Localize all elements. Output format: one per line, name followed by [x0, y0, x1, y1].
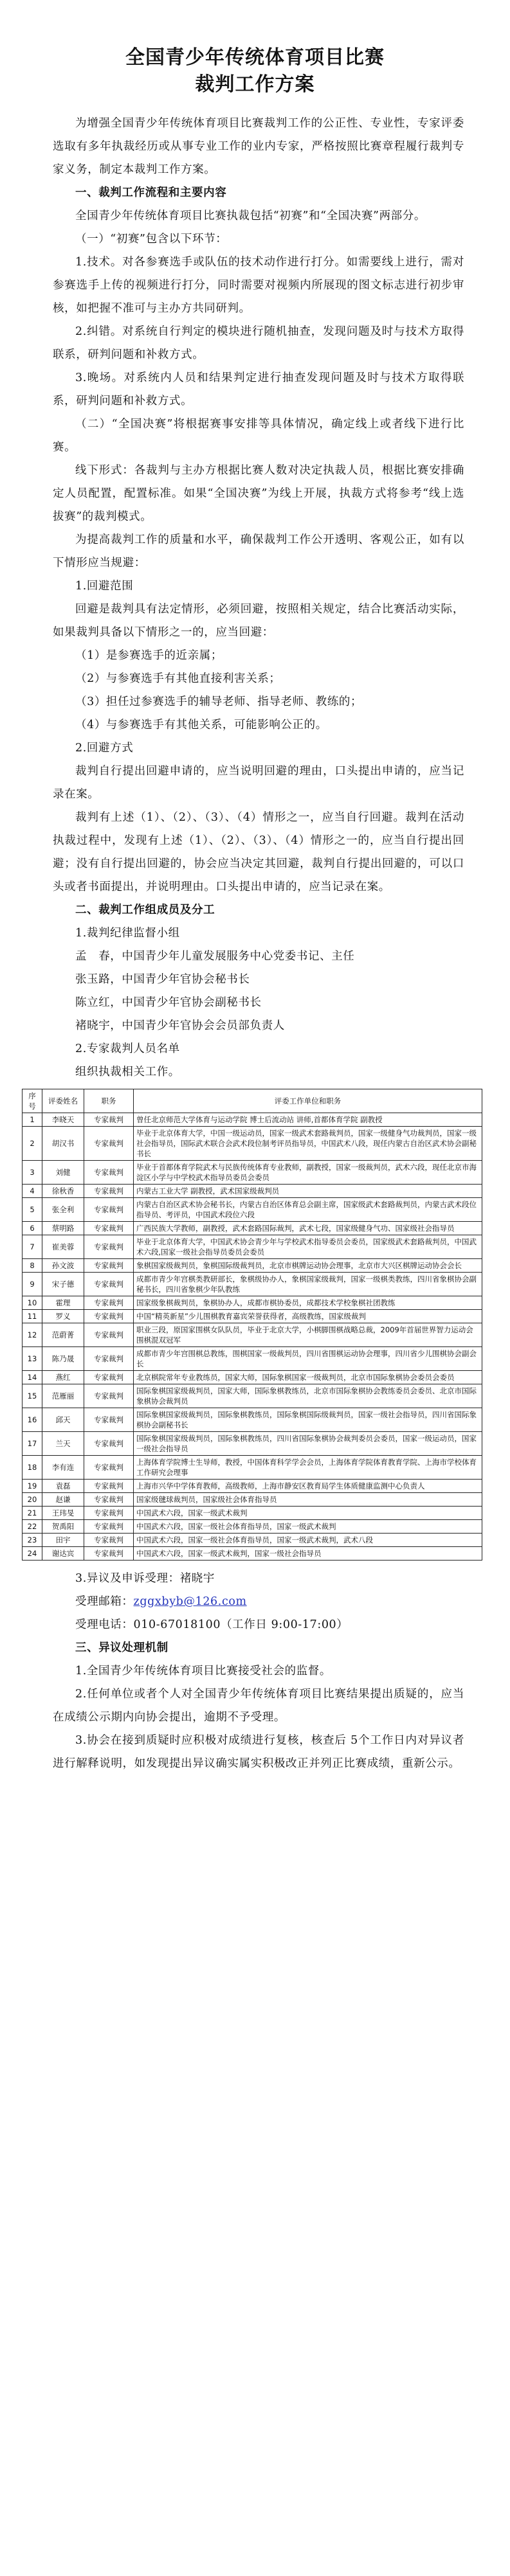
row-role: 专家裁判 [84, 1185, 134, 1198]
row-unit: 成都市青少年宫围棋总教练，围棋国家一级裁判员，四川省围棋运动协会理事，四川省少儿围棋协会副会长 [134, 1347, 482, 1371]
row-number: 5 [23, 1198, 42, 1222]
contact-phone-value: 010-67018100（工作日 9:00-17:00） [133, 1618, 349, 1631]
table-row [23, 1161, 482, 1185]
row-number: 24 [23, 1547, 42, 1561]
row-name: 蔡明路 [42, 1222, 84, 1235]
row-unit: 曾任北京师范大学体育与运动学院 博士后流动站 讲师,首都体育学院 副教授 [134, 1113, 482, 1127]
table-row [23, 1507, 482, 1520]
section1-heading: 一、裁判工作流程和主要内容 [75, 186, 227, 199]
row-role: 专家裁判 [84, 1456, 134, 1480]
table-row [23, 1259, 482, 1273]
row-name: 李晓天 [42, 1113, 84, 1127]
contact-email-label: 受理邮箱： [75, 1595, 134, 1608]
table-row [23, 1185, 482, 1198]
row-unit: 内蒙古自治区武术协会秘书长，内蒙古自治区体育总会副主席，国家级武术套路裁判员，内蒙古武术段位指导员、考评员，中国武术段位六段 [134, 1198, 482, 1222]
row-unit: 内蒙古工业大学 副教授，武术国家级裁判员 [134, 1185, 482, 1198]
row-role: 专家裁判 [84, 1507, 134, 1520]
row-unit: 国际象棋国家级裁判员，国际象棋教练员，国际象棋国际级裁判员，国家一级社会指导员，四川省国际象棋协会副秘书长 [134, 1408, 482, 1432]
table-row [23, 1273, 482, 1296]
table-row [23, 1222, 482, 1235]
section3-item: 1.全国青少年传统体育项目比赛接受社会的监督。 [75, 1665, 331, 1677]
row-unit: 广西民族大学教师，副教授，武术套路国际裁判，武术七段，国家级健身气功、国家级社会指导员 [134, 1222, 482, 1235]
row-name: 霍理 [42, 1296, 84, 1310]
row-name: 邱天 [42, 1408, 84, 1432]
row-name: 燕红 [42, 1371, 84, 1384]
row-name: 胡汉书 [42, 1127, 84, 1161]
row-number: 16 [23, 1408, 42, 1432]
avoid-item: （3）担任过参赛选手的辅导老师、指导老师、教练的； [75, 695, 363, 708]
table-row [23, 1127, 482, 1161]
row-role: 专家裁判 [84, 1534, 134, 1547]
row-name: 宋子德 [42, 1273, 84, 1296]
row-number: 23 [23, 1534, 42, 1547]
row-unit: 中国武术六段，国家一级武术裁判 [134, 1507, 482, 1520]
row-role: 专家裁判 [84, 1371, 134, 1384]
table-row [23, 1371, 482, 1384]
row-name: 赵谦 [42, 1493, 84, 1507]
supervisor-item: 陈立红，中国青少年官协会副秘书长 [75, 996, 262, 1009]
section1-paragraph6: 裁判有上述（1）、（2）、（3）、（4）情形之一，应当自行回避。裁判在活动执裁过程中，发现有上述（1）、（2）、（3）、（4）情形之一的，应当自行提出回避；没有自行提出回避的，协会应当决定其回避，裁判自行提出回避的，可以口头或者书面提出，并说明理由。口头提出申请的，应当记录在案。 [53, 811, 464, 893]
contact-email-line [53, 1590, 464, 1613]
section3-item: 2.任何单位或者个人对全国青少年传统体育项目比赛结果提出质疑的，应当在成绩公示期内向协会提出，逾期不予受理。 [53, 1688, 464, 1724]
row-number: 7 [23, 1235, 42, 1259]
row-name: 孙文波 [42, 1259, 84, 1273]
row-number: 17 [23, 1432, 42, 1456]
referee-table [22, 1089, 482, 1561]
document-title-line2: 裁判工作方案 [195, 73, 315, 96]
row-name: 谢达宾 [42, 1547, 84, 1561]
row-number: 15 [23, 1384, 42, 1408]
row-role: 专家裁判 [84, 1296, 134, 1310]
row-role: 专家裁判 [84, 1408, 134, 1432]
table-row [23, 1432, 482, 1456]
supervisor-item: 张玉路，中国青少年官协会秘书长 [75, 973, 250, 986]
row-name: 徐秋香 [42, 1185, 84, 1198]
supervisor-item: 孟 春，中国青少年儿童发展服务中心党委书记、主任 [75, 950, 355, 963]
row-role: 专家裁判 [84, 1480, 134, 1493]
row-name: 田宇 [42, 1534, 84, 1547]
row-name: 李有连 [42, 1456, 84, 1480]
row-unit: 中国武术六段，国家一级社会体育指导员，国家一级武术裁判 [134, 1520, 482, 1534]
row-unit: 上海市兴华中学体育教师，高级教师，上海市静安区教育局学生体质健康监测中心负责人 [134, 1480, 482, 1493]
row-role: 专家裁判 [84, 1259, 134, 1273]
section2-subheading2: 2.专家裁判人员名单 [75, 1042, 180, 1055]
column-header-role: 职务 [84, 1089, 134, 1113]
column-header-unit: 评委工作单位和职务 [134, 1089, 482, 1113]
section1-paragraph2: 线下形式：各裁判与主办方根据比赛人数对决定执裁人员，根据比赛安排确定人员配置，配置标准。如果“全国决赛”为线上开展，执裁方式将参考“线上选拔赛”的裁判模式。 [53, 464, 464, 523]
section1-item3: 3.晚场。对系统内人员和结果判定进行抽查发现问题及时与技术方取得联系，研判问题和补救方式。 [53, 371, 464, 407]
section3-item: 3.协会在接到质疑时应积极对成绩进行复核，核查后 5个工作日内对异议者进行解释说明，如发现提出异议确实属实积极改正并列正比赛成绩，重新公示。 [53, 1734, 464, 1770]
row-number: 21 [23, 1507, 42, 1520]
row-role: 专家裁判 [84, 1235, 134, 1259]
row-number: 18 [23, 1456, 42, 1480]
table-row [23, 1310, 482, 1323]
table-body [23, 1113, 482, 1561]
row-number: 2 [23, 1127, 42, 1161]
document-title-line1: 全国青少年传统体育项目比赛 [125, 46, 385, 69]
table-row [23, 1113, 482, 1127]
row-role: 专家裁判 [84, 1347, 134, 1371]
row-number: 9 [23, 1273, 42, 1296]
section1-item1: 1.技术。对各参赛选手或队伍的技术动作进行打分。如需要线上进行，需对参赛选手上传的视频进行打分，同时需要对视频内所展现的图文标志进行初步审核，如把握不准可与主办方共同研判。 [53, 256, 464, 315]
row-number: 12 [23, 1323, 42, 1347]
row-unit: 毕业于首都体育学院武术与民族传统体育专业教师，副教授，国家一级裁判员，武术六段，现任北京市海淀区小学与中学校武术指导员委员会委员 [134, 1161, 482, 1185]
section3-heading: 三、异议处理机制 [75, 1641, 168, 1654]
row-name: 兰天 [42, 1432, 84, 1456]
row-number: 19 [23, 1480, 42, 1493]
row-number: 1 [23, 1113, 42, 1127]
row-role: 专家裁判 [84, 1127, 134, 1161]
row-name: 范雁丽 [42, 1384, 84, 1408]
avoid-method-heading: 2.回避方式 [75, 742, 134, 755]
row-role: 专家裁判 [84, 1432, 134, 1456]
table-row [23, 1408, 482, 1432]
section1-paragraph4: 回避是裁判具有法定情形，必须回避，按照相关规定，结合比赛活动实际，如果裁判具备以下情形之一的，应当回避： [53, 603, 464, 639]
section2-heading: 二、裁判工作组成员及分工 [75, 904, 215, 917]
row-role: 专家裁判 [84, 1198, 134, 1222]
contact-phone-label: 受理电话： [75, 1618, 134, 1631]
table-header-row [23, 1089, 482, 1113]
table-row [23, 1493, 482, 1507]
row-unit: 成都市青少年宫棋类教研部长，象棋级协办人，象棋国家级裁判，国家一级棋类教练，四川省象棋协会副秘书长，四川省象棋少年队教练 [134, 1273, 482, 1296]
row-name: 崔美蓉 [42, 1235, 84, 1259]
row-unit: 象棋国家级裁判员，象棋国际级裁判员，北京市棋牌运动协会理事，北京市大兴区棋牌运动协会会长 [134, 1259, 482, 1273]
row-unit: 上海体育学院博士生导师，教授，中国体育科学学会会员，上海体育学院体育教育学院、上海市学校体育工作研究会理事 [134, 1456, 482, 1480]
row-unit: 国际象棋国家级裁判员，国家大师，国际象棋教练员，北京市国际象棋协会教练委员会委员、北京市国际象棋协会裁判员 [134, 1384, 482, 1408]
row-unit: 国家级象棋裁判员，象棋协办人，成都市棋协委员，成都技术学校象棋社团教练 [134, 1296, 482, 1310]
row-role: 专家裁判 [84, 1310, 134, 1323]
row-role: 专家裁判 [84, 1547, 134, 1561]
table-row [23, 1347, 482, 1371]
row-unit: 毕业于北京体育大学，中国武术协会青少年与学校武术指导委员会委员，国家级武术套路裁判员，中国武术六段,国家一级社会指导员委员会委员 [134, 1235, 482, 1259]
row-number: 4 [23, 1185, 42, 1198]
row-name: 范蔚菁 [42, 1323, 84, 1347]
row-role: 专家裁判 [84, 1520, 134, 1534]
row-name: 陈乃晟 [42, 1347, 84, 1371]
table-row [23, 1480, 482, 1493]
section1-paragraph1: 全国青少年传统体育项目比赛执裁包括“初赛”和“全国决赛”两部分。 [75, 210, 426, 222]
row-number: 20 [23, 1493, 42, 1507]
row-name: 贺禹阳 [42, 1520, 84, 1534]
table-row [23, 1235, 482, 1259]
table-row [23, 1384, 482, 1408]
row-number: 14 [23, 1371, 42, 1384]
table-row [23, 1456, 482, 1480]
row-role: 专家裁判 [84, 1113, 134, 1127]
section1-subheading1: （一）“初赛”包含以下环节： [75, 233, 228, 246]
row-unit: 国家级毽球裁判员，国家级社会体育指导员 [134, 1493, 482, 1507]
row-number: 6 [23, 1222, 42, 1235]
row-role: 专家裁判 [84, 1323, 134, 1347]
section2-paragraph1: 组织执裁相关工作。 [75, 1066, 180, 1078]
row-number: 10 [23, 1296, 42, 1310]
row-number: 3 [23, 1161, 42, 1185]
row-unit: 北京棋院常年专业教练员，国家大师，国际象棋国家一级裁判员，北京市国际象棋协会委员会委员 [134, 1371, 482, 1384]
row-number: 22 [23, 1520, 42, 1534]
row-name: 刘健 [42, 1161, 84, 1185]
row-unit: 国际象棋国家级裁判员，国际象棋教练员，四川省国际象棋协会裁判委员会委员，国家一级运动员，国家一级社会指导员 [134, 1432, 482, 1456]
row-role: 专家裁判 [84, 1273, 134, 1296]
row-role: 专家裁判 [84, 1493, 134, 1507]
avoid-scope-heading: 1.回避范围 [75, 580, 134, 593]
row-unit: 毕业于北京体育大学，中国一级运动员，国家一级武术套路裁判员，国家一级健身气功裁判员，国家一级社会指导员，国际武术联合会武术段位制考评员指导员，中国武术八段，现任内蒙古自治区武术协会副秘书长 [134, 1127, 482, 1161]
avoid-item: （2）与参赛选手有其他直接利害关系； [75, 672, 281, 685]
row-name: 袁磊 [42, 1480, 84, 1493]
contact-phone-line [53, 1613, 464, 1636]
row-name: 罗义 [42, 1310, 84, 1323]
section1-subheading2: （二）“全国决赛”将根据赛事安排等具体情况，确定线上或者线下进行比赛。 [53, 418, 464, 454]
supervisor-item: 褚晓宇，中国青少年官协会会员部负责人 [75, 1019, 285, 1032]
column-header-number: 序号 [23, 1089, 42, 1113]
row-number: 8 [23, 1259, 42, 1273]
table-row [23, 1534, 482, 1547]
section2-subheading3: 3.异议及申诉受理：褚晓宇 [75, 1572, 215, 1585]
table-row [23, 1520, 482, 1534]
row-number: 11 [23, 1310, 42, 1323]
row-role: 专家裁判 [84, 1222, 134, 1235]
body-text-part1 [53, 112, 464, 1084]
row-number: 13 [23, 1347, 42, 1371]
row-name: 张全利 [42, 1198, 84, 1222]
body-text-part2 [53, 1567, 464, 1775]
row-role: 专家裁判 [84, 1384, 134, 1408]
section2-subheading1: 1.裁判纪律监督小组 [75, 927, 180, 940]
row-unit: 中国武术六段，国家一级武术裁判，国家一级社会指导员 [134, 1547, 482, 1561]
intro-paragraph: 为增强全国青少年传统体育项目比赛裁判工作的公正性、专业性，专家评委选取有多年执裁经历或从事专业工作的业内专家，严格按照比赛章程履行裁判专家义务，制定本裁判工作方案。 [53, 117, 464, 176]
section1-paragraph3: 为提高裁判工作的质量和水平，确保裁判工作公开透明、客观公正，如有以下情形应当规避： [53, 533, 464, 569]
section1-item2: 2.纠错。对系统自行判定的模块进行随机抽查，发现问题及时与技术方取得联系，研判问题和补救方式。 [53, 325, 464, 361]
row-name: 王玮旻 [42, 1507, 84, 1520]
column-header-name: 评委姓名 [42, 1089, 84, 1113]
row-unit: 中国“精英新星”少儿围棋教育嘉宾荣誉获得者，高级教练，国家级裁判 [134, 1310, 482, 1323]
table-row [23, 1198, 482, 1222]
section1-paragraph5: 裁判自行提出回避申请的，应当说明回避的理由，口头提出申请的，应当记录在案。 [53, 765, 464, 801]
avoid-item: （4）与参赛选手有其他关系，可能影响公正的。 [75, 719, 327, 731]
row-role: 专家裁判 [84, 1161, 134, 1185]
row-unit: 职业三段，原国家围棋女队队员，毕业于北京大学，小棋脚围棋战略总裁，2009年首届世界智力运动会围棋混双冠军 [134, 1323, 482, 1347]
avoid-item: （1）是参赛选手的近亲属； [75, 649, 223, 662]
row-unit: 中国武术六段，国家一级社会体育指导员，国家一级武术裁判，武术八段 [134, 1534, 482, 1547]
contact-email-link[interactable]: zggxbyb@126.com [133, 1595, 247, 1608]
table-row [23, 1547, 482, 1561]
table-row [23, 1323, 482, 1347]
table-row [23, 1296, 482, 1310]
